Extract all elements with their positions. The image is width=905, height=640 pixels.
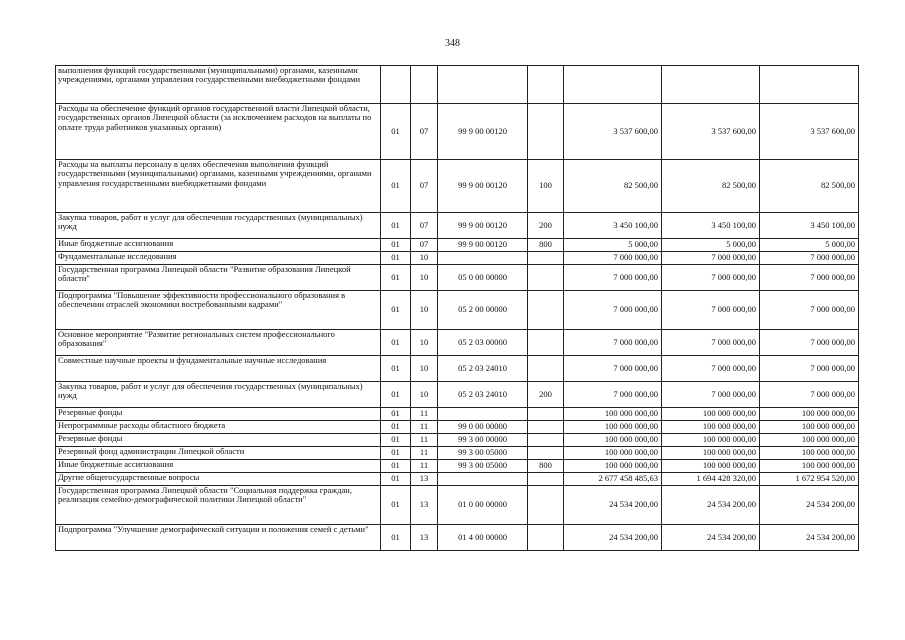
- row-sum-year2: 82 500,00: [662, 160, 760, 213]
- row-sum-year1: 82 500,00: [564, 160, 662, 213]
- table-row: [56, 104, 859, 160]
- table-row: [56, 473, 859, 486]
- row-expense-type: [528, 252, 564, 265]
- table-row: [56, 447, 859, 460]
- row-sum-year1: 5 000,00: [564, 239, 662, 252]
- row-subsection: 10: [411, 330, 438, 356]
- table-row: [56, 213, 859, 239]
- row-sum-year2: 100 000 000,00: [662, 434, 760, 447]
- row-sum-year1: 3 537 600,00: [564, 104, 662, 160]
- row-section: 01: [381, 447, 411, 460]
- row-sum-year2: 24 534 200,00: [662, 525, 760, 551]
- row-subsection: 10: [411, 252, 438, 265]
- row-expense-type: 100: [528, 160, 564, 213]
- row-target-article: 01 0 00 00000: [438, 486, 528, 525]
- row-section: 01: [381, 460, 411, 473]
- row-section: 01: [381, 265, 411, 291]
- row-name: Резервные фонды: [56, 434, 381, 447]
- row-section: 01: [381, 160, 411, 213]
- row-sum-year2: 3 537 600,00: [662, 104, 760, 160]
- row-target-article: 99 0 00 00000: [438, 421, 528, 434]
- row-sum-year3: 100 000 000,00: [760, 447, 859, 460]
- row-expense-type: [528, 291, 564, 330]
- row-name: Иные бюджетные ассигнования: [56, 460, 381, 473]
- row-section: 01: [381, 291, 411, 330]
- row-sum-year3: 7 000 000,00: [760, 356, 859, 382]
- table-row: [56, 239, 859, 252]
- table-row: [56, 330, 859, 356]
- row-target-article: 99 3 00 05000: [438, 447, 528, 460]
- table-row: [56, 252, 859, 265]
- row-sum-year2: 7 000 000,00: [662, 291, 760, 330]
- row-expense-type: 200: [528, 382, 564, 408]
- row-subsection: 11: [411, 408, 438, 421]
- row-name: Подпрограмма "Повышение эффективности профессионального образования в обеспечении отраслей экономики востребованными кадрами": [56, 291, 381, 330]
- row-sum-year3: [760, 66, 859, 104]
- row-section: 01: [381, 104, 411, 160]
- row-expense-type: [528, 421, 564, 434]
- row-sum-year3: 7 000 000,00: [760, 382, 859, 408]
- row-subsection: 13: [411, 525, 438, 551]
- row-name: Фундаментальные исследования: [56, 252, 381, 265]
- row-section: [381, 66, 411, 104]
- row-target-article: [438, 252, 528, 265]
- row-expense-type: [528, 265, 564, 291]
- row-subsection: [411, 66, 438, 104]
- row-sum-year1: 100 000 000,00: [564, 408, 662, 421]
- row-expense-type: [528, 104, 564, 160]
- row-section: 01: [381, 525, 411, 551]
- row-section: 01: [381, 486, 411, 525]
- row-subsection: 11: [411, 434, 438, 447]
- row-sum-year2: 7 000 000,00: [662, 265, 760, 291]
- row-sum-year3: 5 000,00: [760, 239, 859, 252]
- row-section: 01: [381, 356, 411, 382]
- table-row: [56, 525, 859, 551]
- row-section: 01: [381, 239, 411, 252]
- row-sum-year1: 7 000 000,00: [564, 291, 662, 330]
- row-target-article: 99 9 00 00120: [438, 160, 528, 213]
- row-sum-year2: 1 694 428 320,00: [662, 473, 760, 486]
- table-row: [56, 460, 859, 473]
- row-section: 01: [381, 473, 411, 486]
- row-sum-year3: 100 000 000,00: [760, 434, 859, 447]
- row-target-article: 99 3 00 05000: [438, 460, 528, 473]
- row-name: Совместные научные проекты и фундаментальные научные исследования: [56, 356, 381, 382]
- row-expense-type: [528, 434, 564, 447]
- row-sum-year3: 3 537 600,00: [760, 104, 859, 160]
- row-sum-year3: 7 000 000,00: [760, 330, 859, 356]
- row-expense-type: [528, 473, 564, 486]
- row-sum-year3: 7 000 000,00: [760, 265, 859, 291]
- budget-table: [55, 65, 859, 551]
- page-number: 348: [445, 38, 460, 49]
- row-subsection: 13: [411, 486, 438, 525]
- table-row: [56, 434, 859, 447]
- row-sum-year3: 100 000 000,00: [760, 460, 859, 473]
- row-subsection: 10: [411, 356, 438, 382]
- row-expense-type: [528, 486, 564, 525]
- row-sum-year2: 7 000 000,00: [662, 252, 760, 265]
- table-row: [56, 66, 859, 104]
- row-sum-year1: 7 000 000,00: [564, 356, 662, 382]
- row-sum-year1: 24 534 200,00: [564, 525, 662, 551]
- row-expense-type: [528, 447, 564, 460]
- row-target-article: 99 9 00 00120: [438, 213, 528, 239]
- row-subsection: 07: [411, 104, 438, 160]
- row-name: Государственная программа Липецкой области "Развитие образования Липецкой области": [56, 265, 381, 291]
- table-row: [56, 421, 859, 434]
- row-target-article: 05 0 00 00000: [438, 265, 528, 291]
- row-expense-type: [528, 408, 564, 421]
- row-target-article: 99 9 00 00120: [438, 239, 528, 252]
- row-sum-year2: 24 534 200,00: [662, 486, 760, 525]
- budget-table-body: [56, 66, 859, 551]
- row-sum-year2: 100 000 000,00: [662, 421, 760, 434]
- row-name: Государственная программа Липецкой области "Социальная поддержка граждан, реализация семейно-демографической политики Липецкой области": [56, 486, 381, 525]
- row-section: 01: [381, 382, 411, 408]
- row-section: 01: [381, 252, 411, 265]
- row-expense-type: [528, 356, 564, 382]
- row-expense-type: 800: [528, 460, 564, 473]
- row-section: 01: [381, 434, 411, 447]
- row-sum-year3: 82 500,00: [760, 160, 859, 213]
- row-target-article: [438, 408, 528, 421]
- row-sum-year2: 5 000,00: [662, 239, 760, 252]
- row-name: Другие общегосударственные вопросы: [56, 473, 381, 486]
- row-sum-year1: [564, 66, 662, 104]
- table-row: [56, 160, 859, 213]
- row-subsection: 10: [411, 265, 438, 291]
- row-name: Резервный фонд администрации Липецкой области: [56, 447, 381, 460]
- table-row: [56, 291, 859, 330]
- row-sum-year2: 100 000 000,00: [662, 447, 760, 460]
- row-name: Закупка товаров, работ и услуг для обеспечения государственных (муниципальных) нужд: [56, 382, 381, 408]
- row-subsection: 11: [411, 421, 438, 434]
- row-sum-year1: 7 000 000,00: [564, 330, 662, 356]
- row-section: 01: [381, 421, 411, 434]
- row-expense-type: 800: [528, 239, 564, 252]
- row-subsection: 07: [411, 239, 438, 252]
- row-expense-type: [528, 330, 564, 356]
- row-section: 01: [381, 330, 411, 356]
- row-subsection: 07: [411, 160, 438, 213]
- row-sum-year3: 100 000 000,00: [760, 421, 859, 434]
- row-sum-year2: 7 000 000,00: [662, 330, 760, 356]
- table-row: [56, 408, 859, 421]
- row-section: 01: [381, 213, 411, 239]
- row-subsection: 10: [411, 291, 438, 330]
- row-sum-year1: 24 534 200,00: [564, 486, 662, 525]
- row-name: Основное мероприятие "Развитие региональных систем профессионального образования": [56, 330, 381, 356]
- row-sum-year1: 100 000 000,00: [564, 434, 662, 447]
- row-sum-year1: 100 000 000,00: [564, 447, 662, 460]
- row-sum-year2: [662, 66, 760, 104]
- row-expense-type: 200: [528, 213, 564, 239]
- row-target-article: [438, 473, 528, 486]
- row-name: Иные бюджетные ассигнования: [56, 239, 381, 252]
- row-sum-year3: 1 672 954 520,00: [760, 473, 859, 486]
- row-sum-year1: 7 000 000,00: [564, 252, 662, 265]
- row-name: Закупка товаров, работ и услуг для обеспечения государственных (муниципальных) нужд: [56, 213, 381, 239]
- row-sum-year1: 2 677 458 485,63: [564, 473, 662, 486]
- row-sum-year3: 3 450 100,00: [760, 213, 859, 239]
- row-subsection: 13: [411, 473, 438, 486]
- row-name: Подпрограмма "Улучшение демографической ситуации и положения семей с детьми": [56, 525, 381, 551]
- row-subsection: 11: [411, 447, 438, 460]
- row-name: Расходы на обеспечение функций органов государственной власти Липецкой области, государственных органов Липецкой области (за исключением расходов на выплаты по оплате труда работников указанных органов): [56, 104, 381, 160]
- row-expense-type: [528, 525, 564, 551]
- row-sum-year3: 7 000 000,00: [760, 291, 859, 330]
- row-target-article: 99 3 00 00000: [438, 434, 528, 447]
- row-subsection: 10: [411, 382, 438, 408]
- row-sum-year1: 100 000 000,00: [564, 460, 662, 473]
- row-target-article: 05 2 03 00000: [438, 330, 528, 356]
- row-target-article: 99 9 00 00120: [438, 104, 528, 160]
- row-target-article: 05 2 00 00000: [438, 291, 528, 330]
- row-name: Непрограммные расходы областного бюджета: [56, 421, 381, 434]
- row-sum-year1: 7 000 000,00: [564, 265, 662, 291]
- row-sum-year2: 7 000 000,00: [662, 382, 760, 408]
- row-sum-year2: 100 000 000,00: [662, 460, 760, 473]
- row-sum-year1: 100 000 000,00: [564, 421, 662, 434]
- row-name: Резервные фонды: [56, 408, 381, 421]
- row-expense-type: [528, 66, 564, 104]
- row-subsection: 07: [411, 213, 438, 239]
- row-sum-year2: 3 450 100,00: [662, 213, 760, 239]
- row-target-article: 01 4 00 00000: [438, 525, 528, 551]
- table-row: [56, 265, 859, 291]
- table-row: [56, 356, 859, 382]
- table-row: [56, 382, 859, 408]
- row-section: 01: [381, 408, 411, 421]
- row-name: Расходы на выплаты персоналу в целях обеспечения выполнения функций государственными (муниципальными) органами, казенными учреждениями, органами управления государственными внебюджетными фондами: [56, 160, 381, 213]
- row-sum-year2: 100 000 000,00: [662, 408, 760, 421]
- row-subsection: 11: [411, 460, 438, 473]
- row-sum-year3: 24 534 200,00: [760, 486, 859, 525]
- row-sum-year3: 24 534 200,00: [760, 525, 859, 551]
- table-row: [56, 486, 859, 525]
- row-sum-year1: 7 000 000,00: [564, 382, 662, 408]
- row-target-article: 05 2 03 24010: [438, 382, 528, 408]
- row-sum-year3: 7 000 000,00: [760, 252, 859, 265]
- row-target-article: [438, 66, 528, 104]
- row-target-article: 05 2 03 24010: [438, 356, 528, 382]
- row-sum-year2: 7 000 000,00: [662, 356, 760, 382]
- row-sum-year3: 100 000 000,00: [760, 408, 859, 421]
- row-name: выполнения функций государственными (муниципальными) органами, казенными учреждениями, органами управления государственными внебюджетными фондами: [56, 66, 381, 104]
- row-sum-year1: 3 450 100,00: [564, 213, 662, 239]
